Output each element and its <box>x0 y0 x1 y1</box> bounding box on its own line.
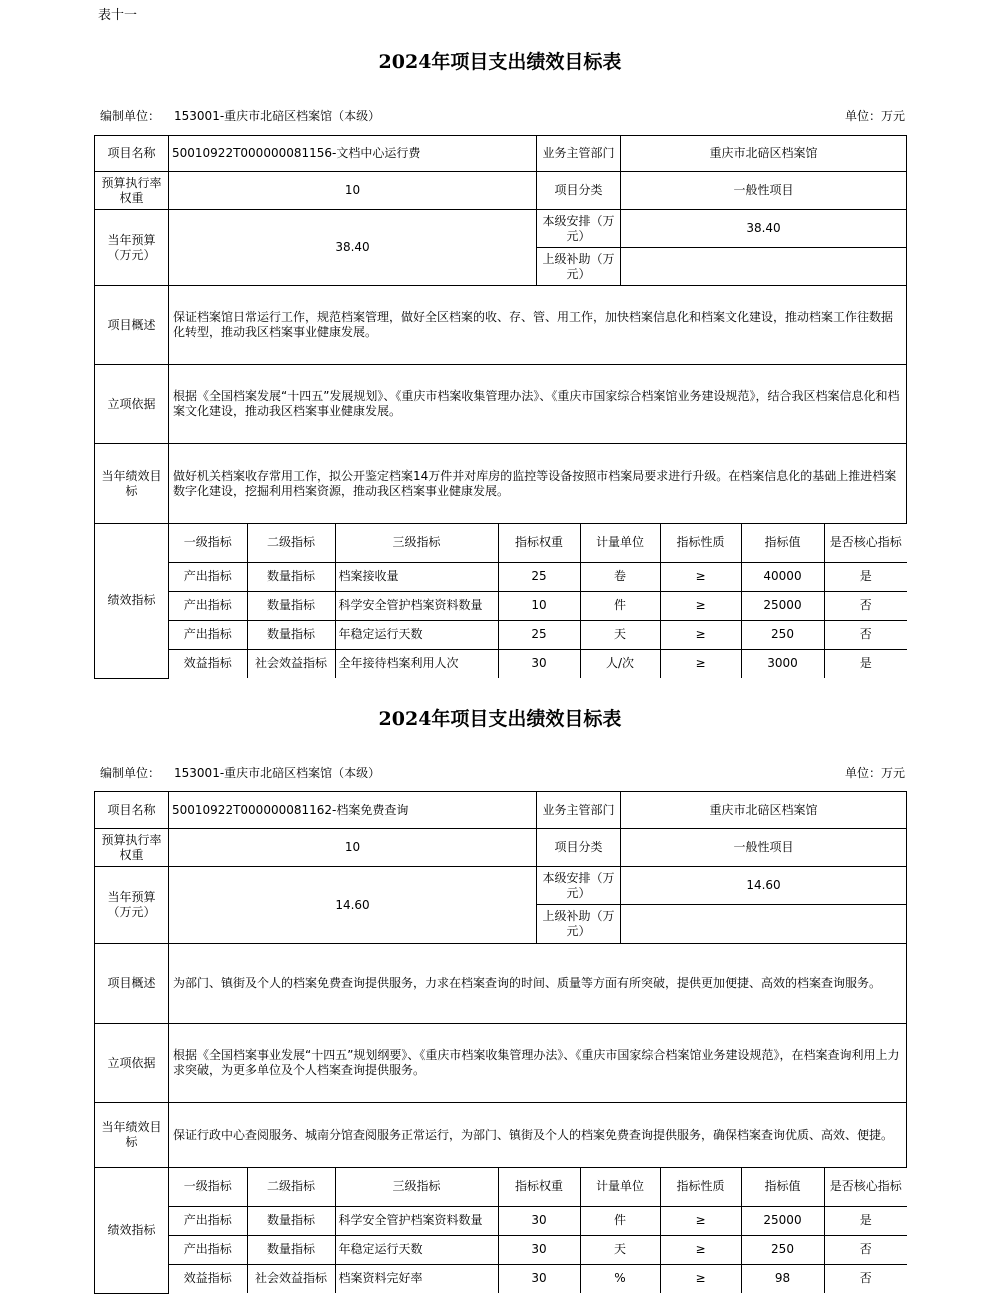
cell-unit: 天 <box>580 1235 660 1264</box>
header-value: 指标值 <box>741 524 824 562</box>
cell-level1: 产出指标 <box>169 562 247 591</box>
cell-level3: 全年接待档案利用人次 <box>335 649 498 678</box>
cell-weight: 30 <box>498 1264 580 1293</box>
cell-level2: 数量指标 <box>247 1206 335 1235</box>
org-value: 153001-重庆市北碚区档案馆（本级） <box>174 109 381 123</box>
cell-core: 是 <box>824 562 907 591</box>
upper-subsidy-label: 上级补助（万元） <box>537 248 621 286</box>
header-level2: 二级指标 <box>247 1168 335 1206</box>
project-name-value: 50010922T000000081156-文档中心运行费 <box>169 136 537 172</box>
form-title: 2024年项目支出绩效目标表 <box>378 708 622 730</box>
cell-value: 40000 <box>741 562 824 591</box>
dept-value: 重庆市北碚区档案馆 <box>621 792 907 829</box>
overview-label: 项目概述 <box>95 944 169 1024</box>
cell-value: 98 <box>741 1264 824 1293</box>
cell-unit: % <box>580 1264 660 1293</box>
local-funding-value: 38.40 <box>621 210 907 248</box>
cell-level3: 档案接收量 <box>335 562 498 591</box>
cell-level2: 社会效益指标 <box>247 649 335 678</box>
exec-rate-label: 预算执行率权重 <box>95 172 169 210</box>
table-number-label: 表十一 <box>98 8 138 23</box>
header-level1: 一级指标 <box>169 1168 247 1206</box>
unit-label: 单位：万元 <box>844 109 905 123</box>
goal-text: 做好机关档案收存常用工作，拟公开鉴定档案14万件并对库房的监控等设备按照市档案局要求进行升级。在档案信息化的基础上推进档案数字化建设，挖掘利用档案资源，推动我区档案事业健康发展。 <box>169 444 907 524</box>
cell-core: 是 <box>824 649 907 678</box>
cell-level2: 数量指标 <box>247 620 335 649</box>
cell-level1: 产出指标 <box>169 1235 247 1264</box>
cell-weight: 25 <box>498 620 580 649</box>
header-weight: 指标权重 <box>498 1168 580 1206</box>
local-funding-label: 本级安排（万元） <box>537 867 621 905</box>
cell-level3: 档案资料完好率 <box>335 1264 498 1293</box>
indicators-label: 绩效指标 <box>95 1168 169 1294</box>
basis-label: 立项依据 <box>95 1024 169 1103</box>
budget-value: 14.60 <box>169 867 537 944</box>
exec-rate-label: 预算执行率权重 <box>95 829 169 867</box>
goal-label: 当年绩效目标 <box>95 1103 169 1168</box>
cell-nature: ≥ <box>660 649 741 678</box>
cell-level2: 社会效益指标 <box>247 1264 335 1293</box>
project-name-label: 项目名称 <box>95 792 169 829</box>
indicators-table <box>169 524 907 678</box>
cell-core: 否 <box>824 591 907 620</box>
category-label: 项目分类 <box>537 172 621 210</box>
dept-value: 重庆市北碚区档案馆 <box>621 136 907 172</box>
org-label: 编制单位： <box>100 766 161 780</box>
cell-unit: 件 <box>580 1206 660 1235</box>
goal-label: 当年绩效目标 <box>95 444 169 524</box>
indicators-cell <box>169 1168 907 1294</box>
cell-value: 250 <box>741 1235 824 1264</box>
cell-level3: 科学安全管护档案资料数量 <box>335 591 498 620</box>
dept-label: 业务主管部门 <box>537 792 621 829</box>
indicators-label: 绩效指标 <box>95 524 169 679</box>
cell-level2: 数量指标 <box>247 562 335 591</box>
indicators-table <box>169 1168 907 1293</box>
cell-value: 250 <box>741 620 824 649</box>
category-label: 项目分类 <box>537 829 621 867</box>
cell-level3: 科学安全管护档案资料数量 <box>335 1206 498 1235</box>
header-level1: 一级指标 <box>169 524 247 562</box>
header-level3: 三级指标 <box>335 1168 498 1206</box>
cell-nature: ≥ <box>660 591 741 620</box>
cell-weight: 10 <box>498 591 580 620</box>
cell-nature: ≥ <box>660 562 741 591</box>
cell-weight: 25 <box>498 562 580 591</box>
cell-level3: 年稳定运行天数 <box>335 620 498 649</box>
header-unit: 计量单位 <box>580 1168 660 1206</box>
cell-unit: 人/次 <box>580 649 660 678</box>
org-label: 编制单位： <box>100 109 161 123</box>
header-core: 是否核心指标 <box>824 524 907 562</box>
overview-text: 保证档案馆日常运行工作，规范档案管理，做好全区档案的收、存、管、用工作，加快档案信息化和档案文化建设，推动档案工作往数据化转型，推动我区档案事业健康发展。 <box>169 286 907 365</box>
cell-unit: 卷 <box>580 562 660 591</box>
cell-level3: 年稳定运行天数 <box>335 1235 498 1264</box>
header-nature: 指标性质 <box>660 524 741 562</box>
local-funding-value: 14.60 <box>621 867 907 905</box>
exec-rate-value: 10 <box>169 172 537 210</box>
unit-label: 单位：万元 <box>844 766 905 780</box>
budget-value: 38.40 <box>169 210 537 286</box>
basis-label: 立项依据 <box>95 365 169 444</box>
cell-core: 否 <box>824 620 907 649</box>
upper-subsidy-label: 上级补助（万元） <box>537 905 621 944</box>
budget-label: 当年预算（万元） <box>95 210 169 286</box>
cell-value: 25000 <box>741 591 824 620</box>
overview-label: 项目概述 <box>95 286 169 365</box>
cell-core: 否 <box>824 1264 907 1293</box>
cell-level2: 数量指标 <box>247 1235 335 1264</box>
cell-level1: 产出指标 <box>169 620 247 649</box>
header-weight: 指标权重 <box>498 524 580 562</box>
category-value: 一般性项目 <box>621 172 907 210</box>
basis-text: 根据《全国档案事业发展“十四五”规划纲要》、《重庆市档案收集管理办法》、《重庆市国家综合档案馆业务建设规范》，在档案查询利用上力求突破，为更多单位及个人档案查询提供服务。 <box>169 1024 907 1103</box>
category-value: 一般性项目 <box>621 829 907 867</box>
header-level2: 二级指标 <box>247 524 335 562</box>
indicators-cell <box>169 524 907 679</box>
project-name-label: 项目名称 <box>95 136 169 172</box>
cell-core: 是 <box>824 1206 907 1235</box>
cell-level1: 产出指标 <box>169 591 247 620</box>
overview-text: 为部门、镇街及个人的档案免费查询提供服务，力求在档案查询的时间、质量等方面有所突破，提供更加便捷、高效的档案查询服务。 <box>169 944 907 1024</box>
upper-subsidy-value <box>621 905 907 944</box>
form-meta <box>100 107 905 124</box>
cell-nature: ≥ <box>660 1235 741 1264</box>
budget-label: 当年预算（万元） <box>95 867 169 944</box>
cell-unit: 天 <box>580 620 660 649</box>
cell-level1: 产出指标 <box>169 1206 247 1235</box>
cell-core: 否 <box>824 1235 907 1264</box>
header-level3: 三级指标 <box>335 524 498 562</box>
cell-weight: 30 <box>498 1235 580 1264</box>
header-nature: 指标性质 <box>660 1168 741 1206</box>
cell-value: 3000 <box>741 649 824 678</box>
upper-subsidy-value <box>621 248 907 286</box>
header-core: 是否核心指标 <box>824 1168 907 1206</box>
form-meta <box>100 764 905 781</box>
dept-label: 业务主管部门 <box>537 136 621 172</box>
form-title: 2024年项目支出绩效目标表 <box>378 51 622 73</box>
header-unit: 计量单位 <box>580 524 660 562</box>
cell-level2: 数量指标 <box>247 591 335 620</box>
exec-rate-value: 10 <box>169 829 537 867</box>
cell-weight: 30 <box>498 649 580 678</box>
cell-level1: 效益指标 <box>169 1264 247 1293</box>
project-name-value: 50010922T000000081162-档案免费查询 <box>169 792 537 829</box>
cell-value: 25000 <box>741 1206 824 1235</box>
performance-table <box>94 135 907 679</box>
local-funding-label: 本级安排（万元） <box>537 210 621 248</box>
header-value: 指标值 <box>741 1168 824 1206</box>
cell-nature: ≥ <box>660 1264 741 1293</box>
cell-unit: 件 <box>580 591 660 620</box>
cell-nature: ≥ <box>660 620 741 649</box>
cell-nature: ≥ <box>660 1206 741 1235</box>
performance-table <box>94 791 907 1294</box>
org-value: 153001-重庆市北碚区档案馆（本级） <box>174 766 381 780</box>
cell-level1: 效益指标 <box>169 649 247 678</box>
goal-text: 保证行政中心查阅服务、城南分馆查阅服务正常运行，为部门、镇街及个人的档案免费查询提供服务，确保档案查询优质、高效、便捷。 <box>169 1103 907 1168</box>
basis-text: 根据《全国档案发展“十四五”发展规划》、《重庆市档案收集管理办法》、《重庆市国家综合档案馆业务建设规范》，结合我区档案信息化和档案文化建设，推动我区档案事业健康发展。 <box>169 365 907 444</box>
cell-weight: 30 <box>498 1206 580 1235</box>
